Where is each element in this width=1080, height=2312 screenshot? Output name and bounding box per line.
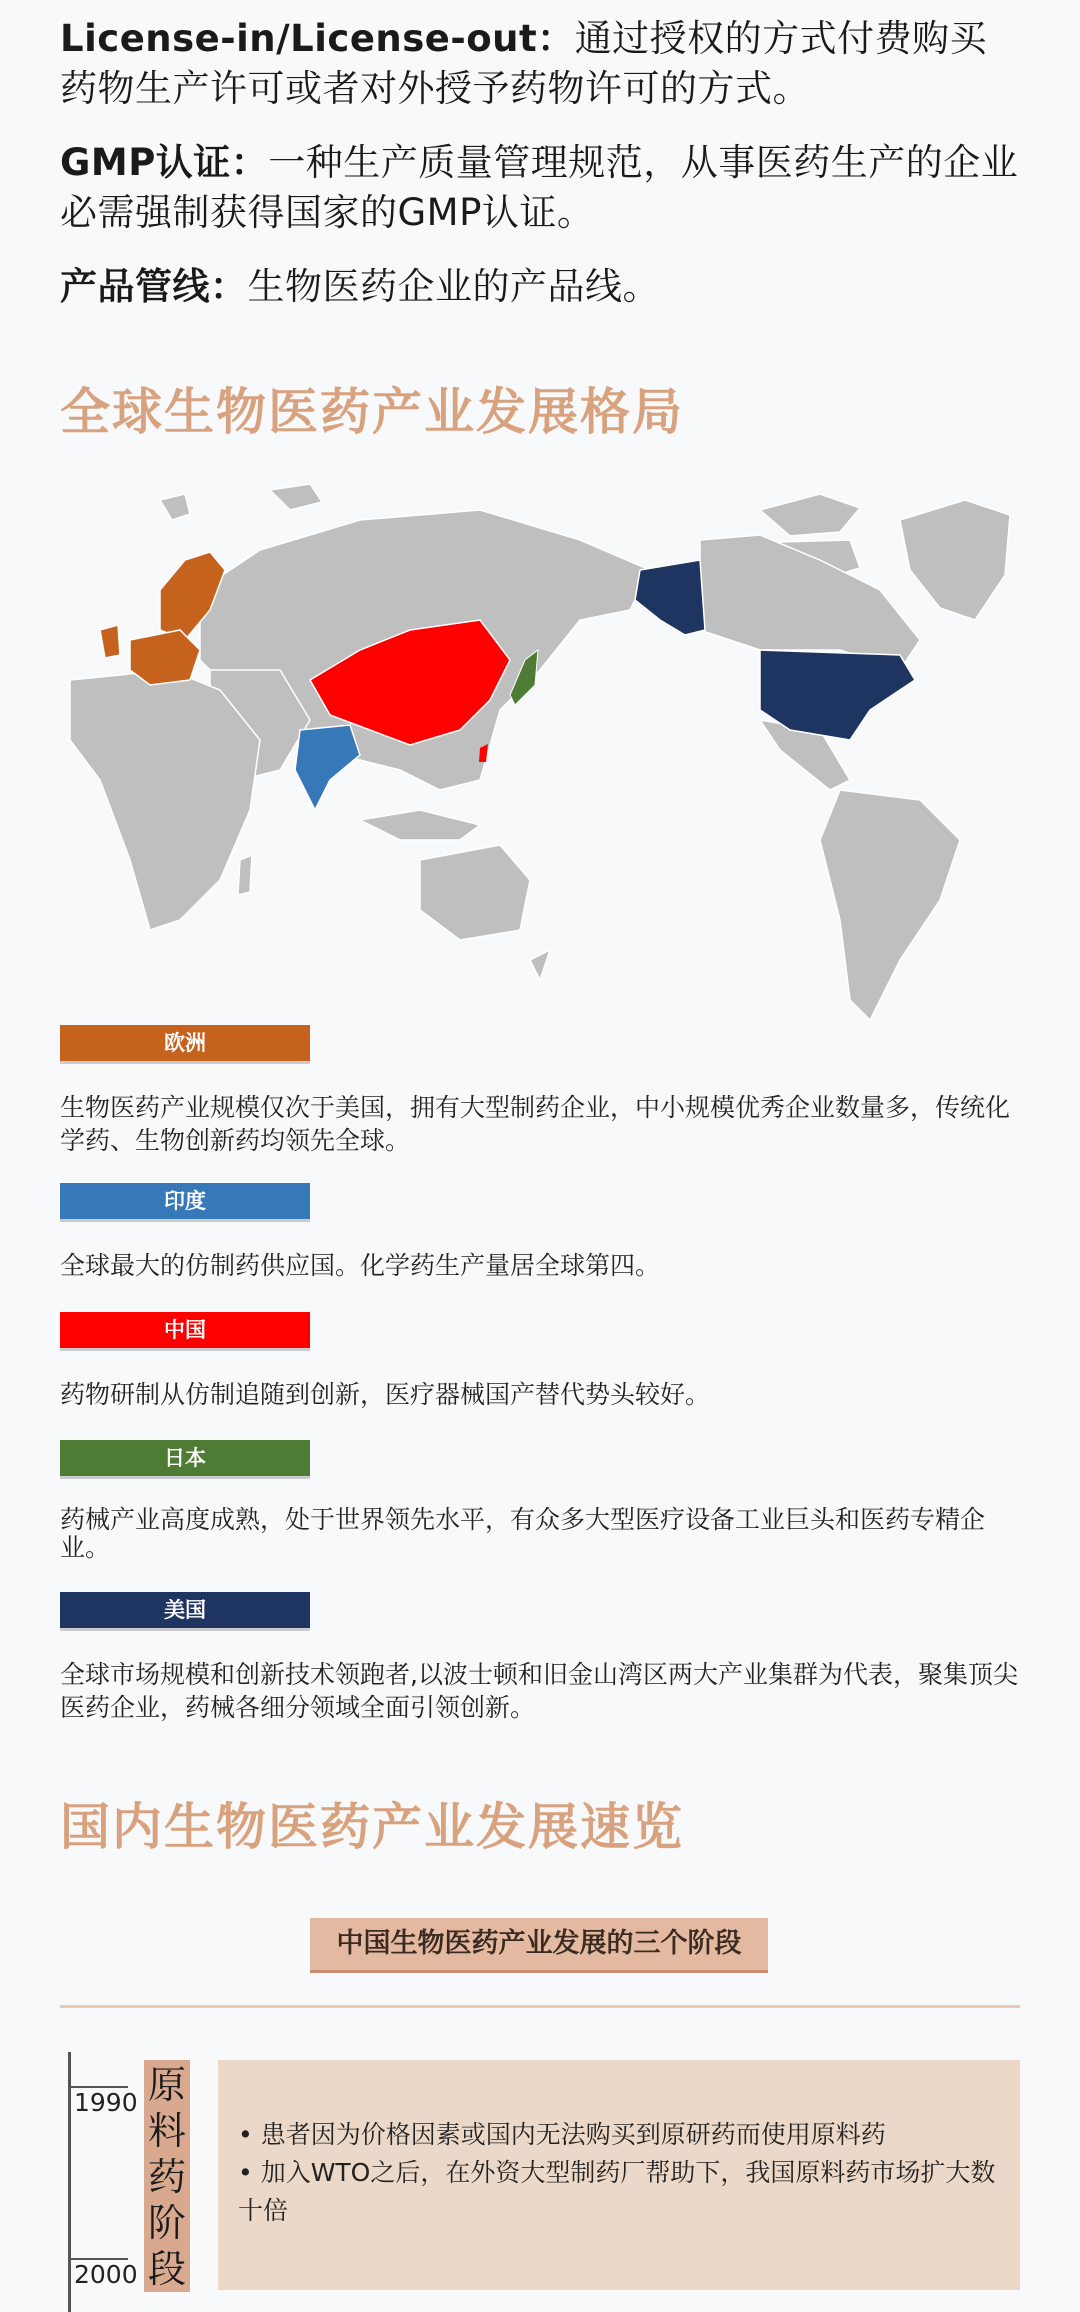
definitions xyxy=(60,14,1020,336)
definition-text: 通过授权的方式付费购买药物生产许可或者对外授予药物许可的方式。 xyxy=(60,17,988,110)
world-map xyxy=(60,480,1030,1040)
definition-text: 一种生产质量管理规范，从事医药生产的企业必需强制获得国家的GMP认证。 xyxy=(60,141,1019,234)
region-badge: 印度 xyxy=(60,1183,310,1219)
map-arctic-island xyxy=(160,494,190,520)
region-desc: 生物医药产业规模仅次于美国，拥有大型制药企业，中小规模优秀企业数量多，传统化学药、生物创新药均领先全球。 xyxy=(60,1093,1011,1155)
stage-name-box: 原料药阶段 xyxy=(144,2060,190,2292)
map-madagascar xyxy=(238,855,252,895)
region-india xyxy=(60,1183,1020,1282)
definition-text: 生物医药企业的产品线。 xyxy=(247,265,660,308)
map-indonesia xyxy=(360,810,480,840)
region-japan xyxy=(60,1440,1020,1562)
map-usa-alaska xyxy=(635,560,705,635)
timeline-line xyxy=(68,2052,71,2312)
definition-license xyxy=(60,14,1020,114)
map-india xyxy=(295,725,360,810)
region-usa xyxy=(60,1592,1020,1724)
definition-term: License-in/License-out： xyxy=(60,17,575,60)
stage-start-year: 1990 xyxy=(74,2088,138,2117)
map-africa xyxy=(70,670,260,930)
map-greenland xyxy=(900,500,1010,620)
stage-point: • 加入WTO之后，在外资大型制药厂帮助下，我国原料药市场扩大数十倍 xyxy=(238,2158,996,2225)
region-badge: 欧洲 xyxy=(60,1025,310,1061)
region-china xyxy=(60,1312,1020,1411)
map-arctic-island xyxy=(270,484,322,510)
region-desc: 药物研制从仿制追随到创新，医疗器械国产替代势头较好。 xyxy=(60,1380,711,1409)
section-title-domestic: 国内生物医药产业发展速览 xyxy=(60,1798,684,1856)
map-arctic-island xyxy=(760,494,860,536)
definition-gmp xyxy=(60,138,1020,238)
stage-point: • 患者因为价格因素或国内无法购买到原研药而使用原料药 xyxy=(238,2120,886,2149)
definition-term: 产品管线： xyxy=(60,265,248,308)
region-badge: 美国 xyxy=(60,1592,310,1628)
divider xyxy=(60,2005,1020,2008)
section-title-global: 全球生物医药产业发展格局 xyxy=(60,383,684,441)
map-south-america xyxy=(820,790,960,1020)
region-desc: 药械产业高度成熟，处于世界领先水平，有众多大型医疗设备工业巨头和医药专精企业。 xyxy=(60,1505,986,1562)
definition-term: GMP认证： xyxy=(60,141,269,184)
stage-end-year: 2000 xyxy=(74,2260,138,2289)
region-desc: 全球市场规模和创新技术领跑者,以波士顿和旧金山湾区两大产业集群为代表，聚集顶尖医药企业，药械各细分领域全面引领创新。 xyxy=(60,1660,1018,1722)
region-europe xyxy=(60,1025,1020,1157)
map-europe-continent xyxy=(130,630,200,685)
map-canada xyxy=(700,535,920,670)
region-badge: 日本 xyxy=(60,1440,310,1476)
map-australia xyxy=(420,845,530,940)
map-europe-uk xyxy=(100,625,120,658)
region-desc: 全球最大的仿制药供应国。化学药生产量居全球第四。 xyxy=(60,1251,661,1280)
stages-title: 中国生物医药产业发展的三个阶段 xyxy=(310,1918,768,1973)
region-badge: 中国 xyxy=(60,1312,310,1348)
stage-panel xyxy=(218,2060,1020,2290)
map-new-zealand xyxy=(530,950,550,980)
definition-pipeline xyxy=(60,262,1020,312)
